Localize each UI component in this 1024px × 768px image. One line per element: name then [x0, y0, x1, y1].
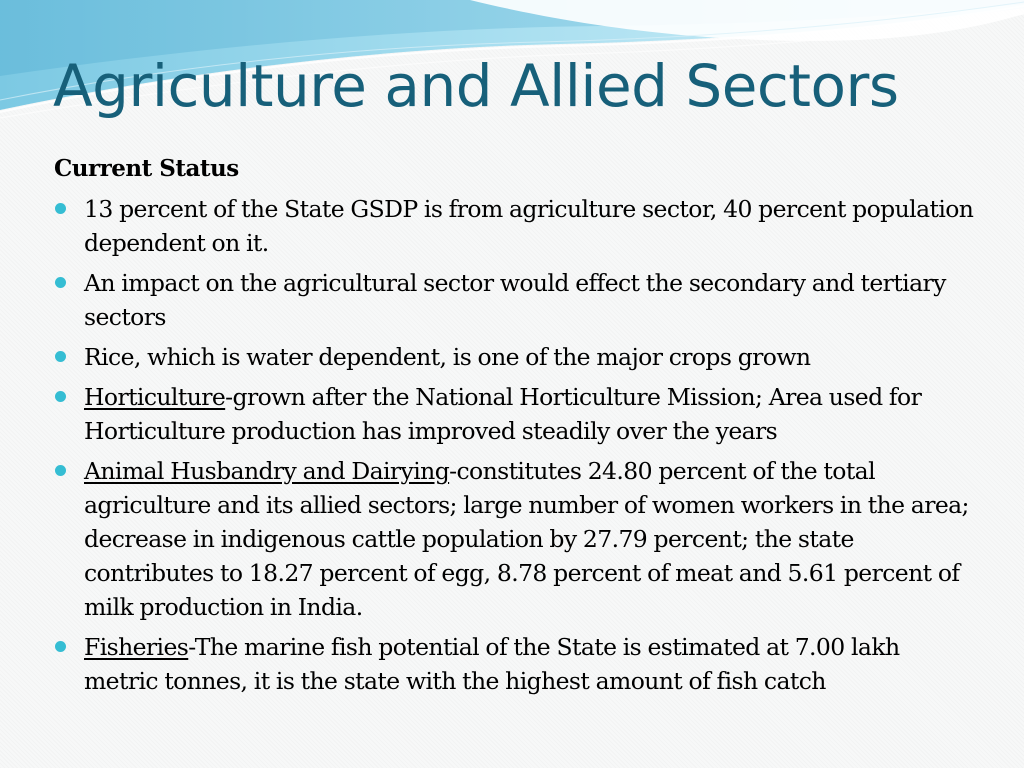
bullet-dot-icon — [55, 277, 66, 288]
bullet-text: -The marine fish potential of the State is estimated at 7.00 lakh metric tonnes, it is the state with the highest amount of fish catch — [84, 633, 900, 695]
bullet-dot-icon — [55, 351, 66, 362]
bullet-text: Rice, which is water dependent, is one of the major crops grown — [84, 343, 811, 371]
bullet-list — [54, 192, 974, 698]
topic-link-horticulture[interactable]: Horticulture — [84, 383, 226, 411]
bullet-horticulture — [54, 380, 974, 448]
bullet-dot-icon — [55, 391, 66, 402]
section-heading: Current Status — [54, 155, 239, 182]
bullet-animal-husbandry — [54, 454, 974, 624]
bullet-impact — [54, 266, 974, 334]
bullet-dot-icon — [55, 641, 66, 652]
bullet-rice — [54, 340, 974, 374]
bullet-text: -grown after the National Horticulture Mission; Area used for Horticulture production has improved steadily over the years — [84, 383, 922, 445]
bullet-fisheries — [54, 630, 974, 698]
bullet-text: 13 percent of the State GSDP is from agriculture sector, 40 percent population dependent on it. — [84, 195, 974, 257]
bullet-text: -constitutes 24.80 percent of the total agriculture and its allied sectors; large number of women workers in the area; decrease in indigenous cattle population by 27.79 percent; the state contributes to 18.27 percent of egg, 8.78 percent of meat and 5.61 percent of milk production in India. — [84, 457, 969, 621]
bullet-dot-icon — [55, 203, 66, 214]
topic-link-fisheries[interactable]: Fisheries — [84, 633, 189, 661]
topic-link-animal-husbandry[interactable]: Animal Husbandry and Dairying — [84, 457, 450, 485]
slide-title: Agriculture and Allied Sectors — [53, 52, 899, 120]
bullet-dot-icon — [55, 465, 66, 476]
bullet-text: An impact on the agricultural sector would effect the secondary and tertiary sectors — [84, 269, 946, 331]
slide-content — [54, 152, 974, 704]
bullet-gsdp-share — [54, 192, 974, 260]
